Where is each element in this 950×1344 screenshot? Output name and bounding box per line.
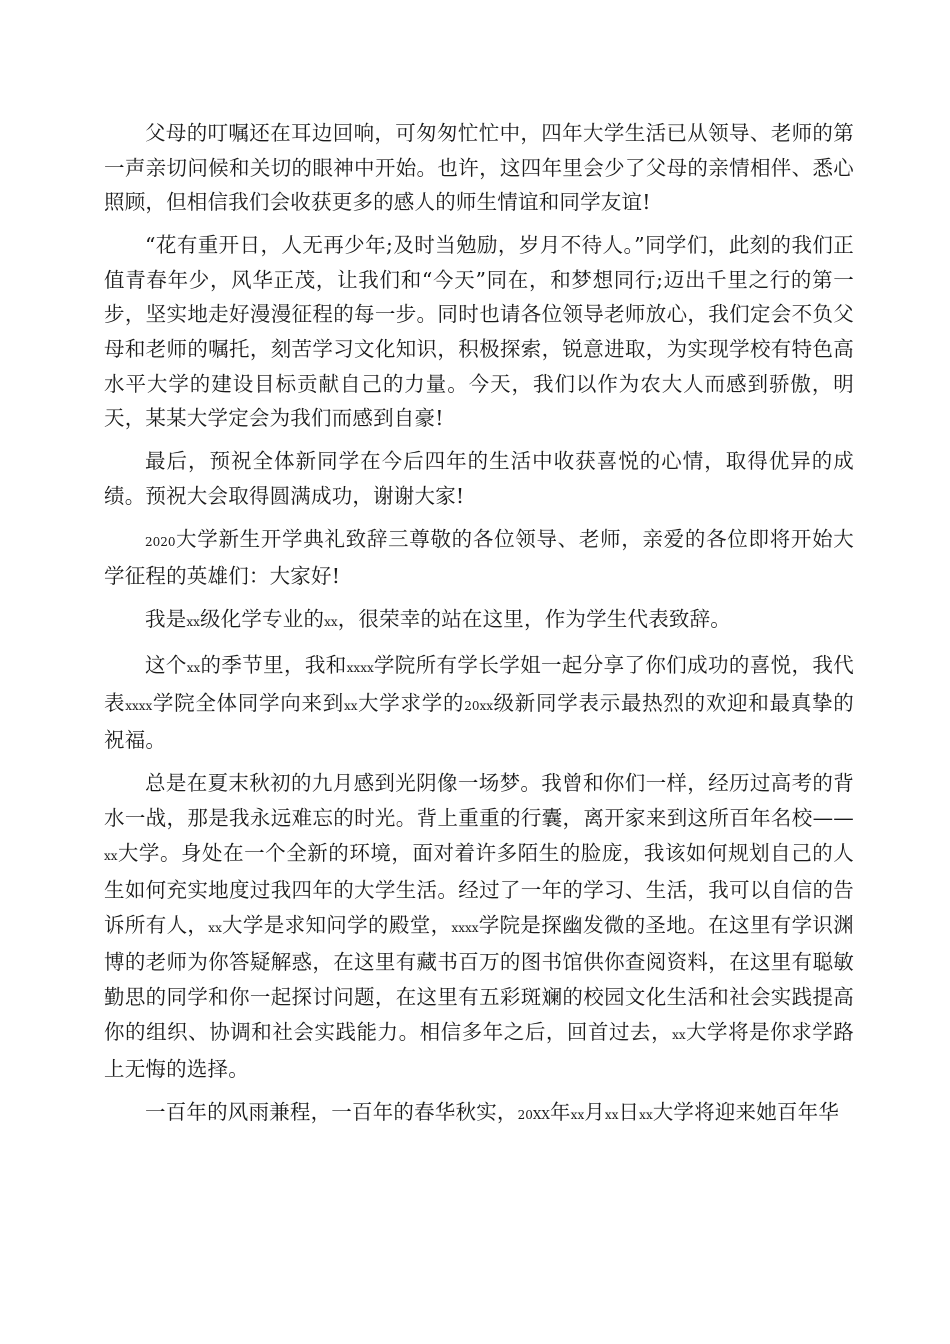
paragraph-september-memories: 总是在夏末秋初的九月感到光阴像一场梦。我曾和你们一样，经历过高考的背水一战，那是我永远难忘的时光。背上重重的行囊，离开家来到这所百年名校——xx大学。身处在一个全新的环境，面对着许多陌生的脸庞，我该如何规划自己的人生如何充实地度过我四年的大学生活。经过了一年的学习、生活，我可以自信的告诉所有人，xx大学是求知问学的殿堂，xxxx学院是探幽发微的圣地。在这里有学识渊博的老师为你答疑解惑，在这里有藏书百万的图书馆供你查阅资料，在这里有聪敏勤思的同学和你一起探讨问题，在这里有五彩斑斓的校园文化生活和社会实践提高你的组织、协调和社会实践能力。相信多年之后，回首过去，xx大学将是你求学路上无悔的选择。 xyxy=(104,771,854,1082)
paragraph-welcome: 这个xx的季节里，我和xxxx学院所有学长学姐一起分享了你们成功的喜悦，我代表xxxx学院全体同学向来到xx大学求学的20xx级新同学表示最热烈的欢迎和最真挚的祝福。 xyxy=(104,653,854,753)
paragraph-self-introduction: 我是xx级化学专业的xx，很荣幸的站在这里，作为学生代表致辞。 xyxy=(145,607,732,632)
paragraph-speech-three-heading: 2020大学新生开学典礼致辞三尊敬的各位领导、老师，亲爱的各位即将开始大学征程的英雄们：大家好! xyxy=(104,526,854,589)
paragraph-centennial: 一百年的风雨兼程，一百年的春华秋实，20XX年xx月xx日xx大学将迎来她百年华 xyxy=(145,1100,840,1125)
document-body xyxy=(104,116,854,1141)
paragraph-youth-quote: “花有重开日，人无再少年;及时当勉励，岁月不待人。”同学们，此刻的我们正值青春年少，风华正茂，让我们和“今天”同在，和梦想同行;迈出千里之行的第一步，坚实地走好漫漫征程的每一步。同时也请各位领导老师放心，我们定会不负父母和老师的嘱托，刻苦学习文化知识，积极探索，锐意进取，为实现学校有特色高水平大学的建设目标贡献自己的力量。今天，我们以作为农大人而感到骄傲，明天，某某大学定会为我们而感到自豪! xyxy=(104,233,854,431)
paragraph-parents-words: 父母的叮嘱还在耳边回响，可匆匆忙忙中，四年大学生活已从领导、老师的第一声亲切问候和关切的眼神中开始。也许，这四年里会少了父母的亲情相伴、悉心照顾，但相信我们会收获更多的感人的师生情谊和同学友谊! xyxy=(104,121,854,215)
paragraph-closing-wishes: 最后，预祝全体新同学在今后四年的生活中收获喜悦的心情，取得优异的成绩。预祝大会取得圆满成功，谢谢大家! xyxy=(104,449,854,508)
